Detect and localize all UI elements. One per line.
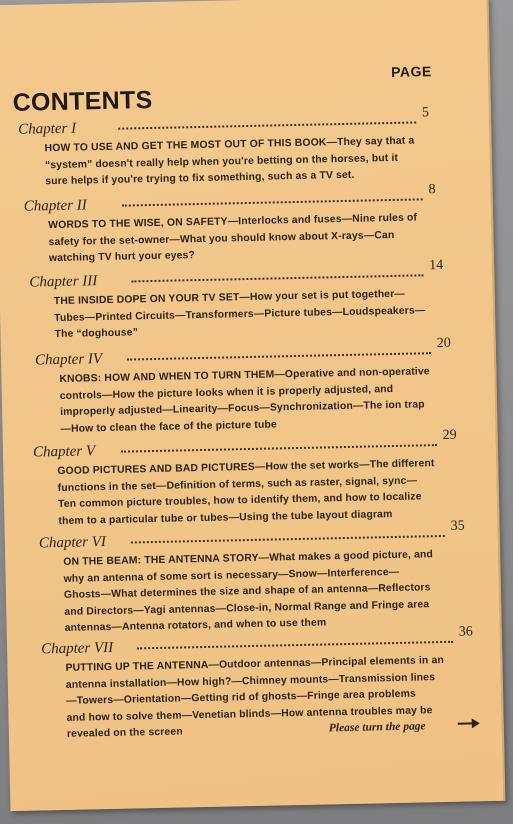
chapter-page-number: 5 <box>421 105 430 121</box>
description-line: and how to solve them—Venetian blinds—How antenna troubles may be <box>66 704 433 724</box>
chapter-entry <box>32 427 505 531</box>
contents-title: CONTENTS <box>12 85 153 117</box>
page-column-header: PAGE <box>390 63 432 80</box>
description-line: ON THE BEAM: THE ANTENNA STORY—What makes a good picture, and <box>63 549 434 568</box>
description-line: GOOD PICTURES AND BAD PICTURES—How the set works—The different <box>57 458 435 478</box>
description-line: sure helps if you're trying to fix something, such as a TV set. <box>45 169 355 188</box>
right-arrow-icon <box>457 717 481 730</box>
description-line: improperly adjusted—Linearity—Focus—Synchronization—The ion trap <box>60 399 425 418</box>
chapter-label: Chapter III <box>29 273 98 291</box>
chapter-description <box>63 547 445 637</box>
chapter-entry <box>38 518 511 638</box>
description-line: controls—How the picture looks when it is properly adjusted, and <box>59 383 394 402</box>
chapter-description <box>44 133 425 190</box>
description-line: —How to clean the face of the picture tube <box>60 418 278 435</box>
leader-dots <box>122 196 423 206</box>
chapter-description <box>59 364 440 438</box>
chapter-page-number: 35 <box>450 518 465 534</box>
description-line: The “doghouse” <box>54 327 139 341</box>
leader-dots <box>131 533 445 544</box>
chapter-label: Chapter II <box>23 197 87 215</box>
leader-dots <box>118 119 416 129</box>
description-line: functions in the set—Definition of terms, such as raster, signal, sync— <box>57 475 418 494</box>
chapter-entry <box>18 105 489 191</box>
chapter-label: Chapter VII <box>40 639 114 658</box>
description-line: HOW TO USE AND GET THE MOST OUT OF THIS BOOK—They say that a <box>44 135 415 155</box>
description-line: why an antenna of some sort is necessary—Snow—Interference— <box>63 566 400 585</box>
chapter-page-number: 8 <box>428 182 436 198</box>
description-line: antennas—Antenna rotators, and when to use them <box>64 617 327 634</box>
chapter-entry <box>34 335 507 439</box>
description-line: “system” doesn't really help when you're betting on the horses, but it <box>44 152 399 171</box>
turn-page-note: Please turn the page <box>328 720 426 735</box>
chapter-entry <box>23 182 495 268</box>
description-line: and Directors—Yagi antennas—Close-in, Normal Range and Fringe area <box>64 598 430 618</box>
description-line: revealed on the screen <box>66 726 183 740</box>
description-line: them to a particular tube or tubes—Using the tube layout diagram <box>58 508 393 527</box>
chapter-description <box>48 210 429 267</box>
chapter-label: Chapter V <box>32 443 96 461</box>
description-line: watching TV hurt your eyes? <box>48 250 196 265</box>
description-line: Ghosts—What determines the size and shape of an antenna—Reflectors <box>63 582 431 601</box>
leader-dots <box>137 639 453 650</box>
chapter-description <box>57 456 438 530</box>
chapter-description <box>54 286 435 343</box>
leader-dots <box>127 350 431 360</box>
description-line: antenna installation—How high?—Chimney mounts—Transmission lines <box>65 671 436 691</box>
leader-dots <box>121 442 437 453</box>
leader-dots <box>131 272 423 282</box>
description-line: THE INSIDE DOPE ON YOUR TV SET—How your set is put together— <box>53 288 406 308</box>
chapter-label: Chapter VI <box>38 534 107 552</box>
chapter-page-number: 36 <box>458 624 473 640</box>
description-line: Tubes—Printed Circuits—Transformers—Picture tubes—Loudspeakers— <box>54 304 426 324</box>
chapter-label: Chapter I <box>18 120 77 138</box>
description-line: KNOBS: HOW AND WHEN TO TURN THEM—Operative and non-operative <box>59 366 430 385</box>
description-line: WORDS TO THE WISE, ON SAFETY—Interlocks and fuses—Nine rules of <box>48 212 418 232</box>
chapter-page-number: 14 <box>429 257 444 274</box>
description-line: PUTTING UP THE ANTENNA—Outdoor antennas—Principal elements in an <box>65 654 445 674</box>
chapter-label: Chapter IV <box>34 351 103 369</box>
description-line: —Towers—Orientation—Getting rid of ghosts—Fringe area problems <box>66 688 416 707</box>
chapter-page-number: 29 <box>442 427 457 443</box>
chapter-page-number: 20 <box>436 335 451 352</box>
description-line: safety for the set-owner—What you should know about X-rays—Can <box>48 229 395 248</box>
description-line: Ten common picture troubles, how to identify them, and how to localize <box>57 491 422 511</box>
